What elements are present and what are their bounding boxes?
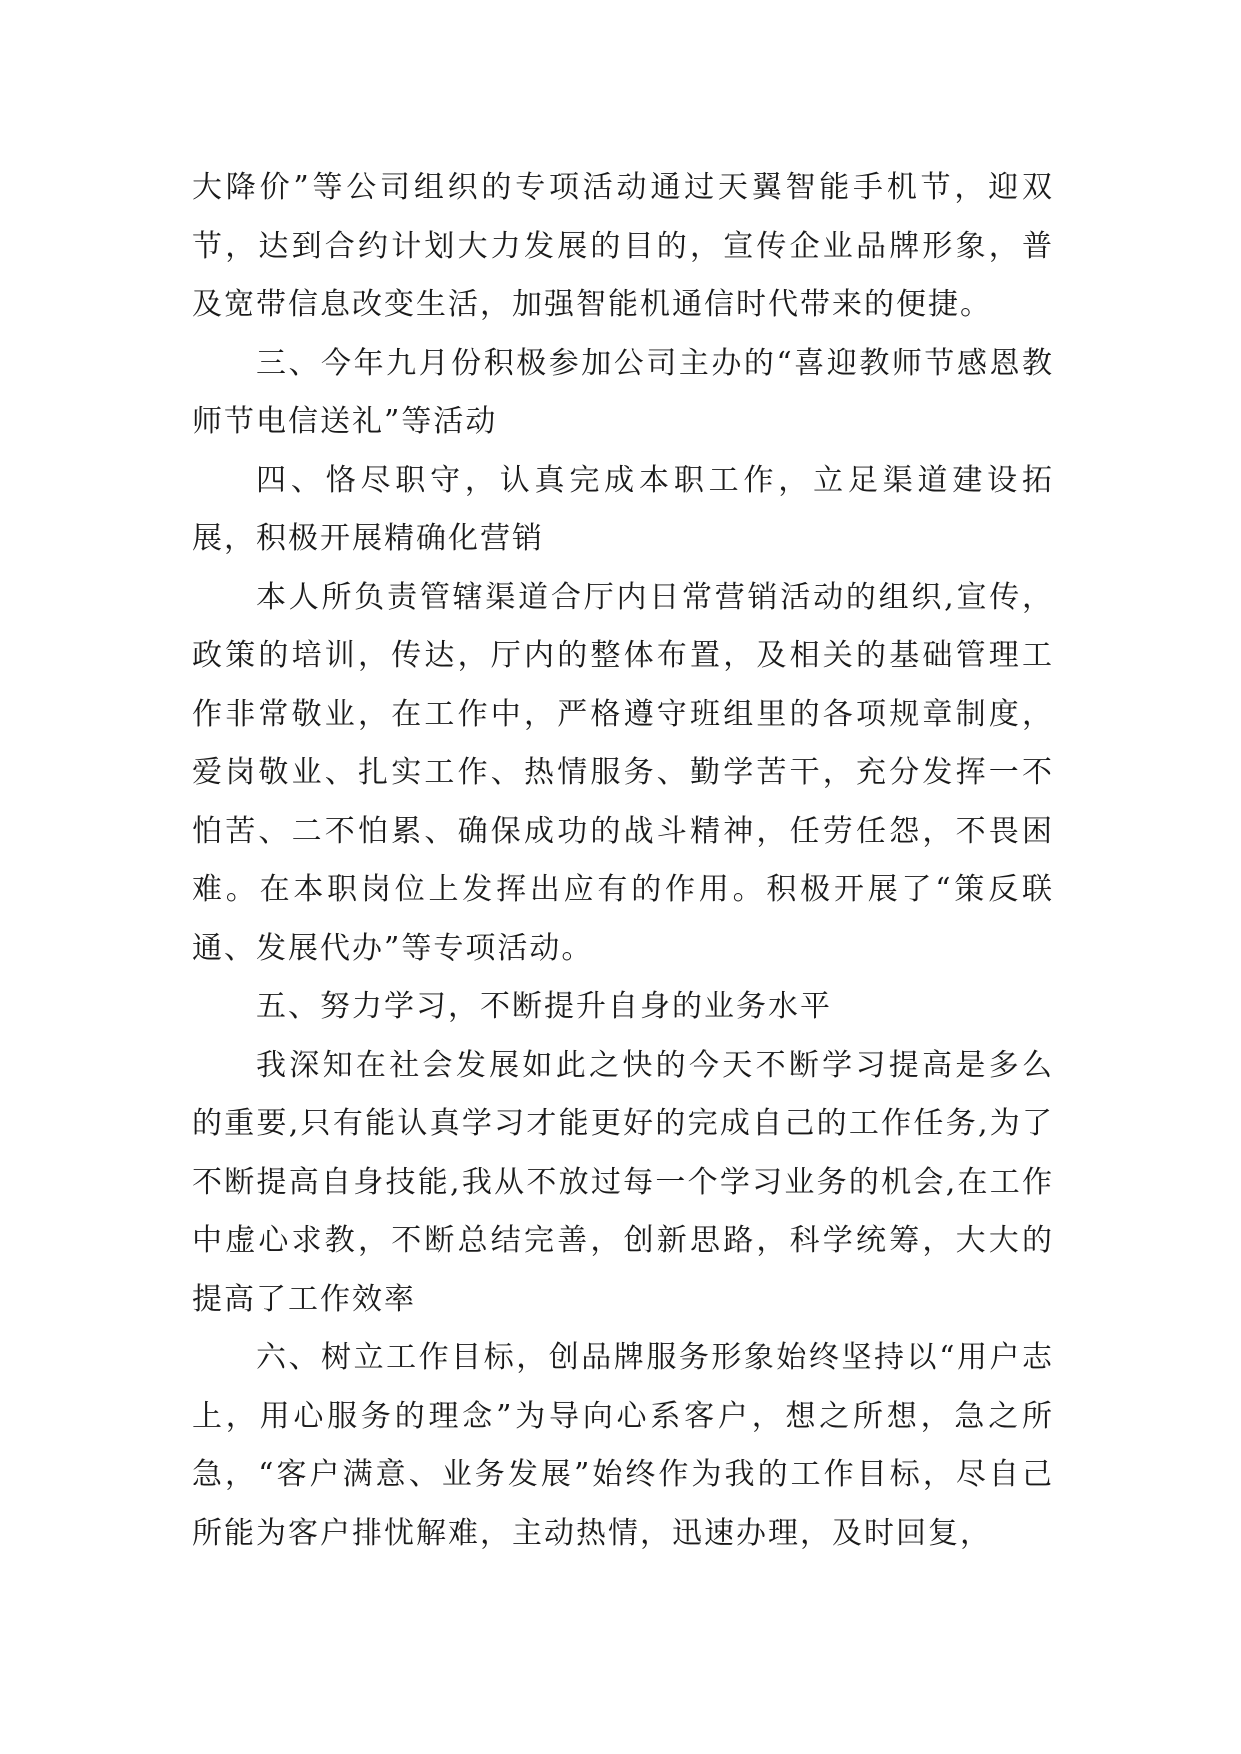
paragraph-body-4: 本人所负责管辖渠道合厅内日常营销活动的组织,宣传，政策的培训，传达，厅内的整体布置，及相关的基础管理工作非常敬业，在工作中，严格遵守班组里的各项规章制度，爱岗敬业、扎实工作、热情服务、勤学苦干，充分发挥一不怕苦、二不怕累、确保成功的战斗精神，任劳任怨，不畏困难。在本职岗位上发挥出应有的作用。积极开展了“策反联通、发展代办”等专项活动。 [192,579,1054,966]
document-body [192,159,1054,1563]
paragraph-heading-4: 四、恪尽职守，认真完成本职工作，立足渠道建设拓展，积极开展精确化营销 [192,462,1054,556]
paragraph-heading-6: 六、树立工作目标，创品牌服务形象始终坚持以“用户志上，用心服务的理念”为导向心系客户，想之所想，急之所急，“客户满意、业务发展”始终作为我的工作目标，尽自己所能为客户排忧解难，主动热情，迅速办理，及时回复， [192,1340,1054,1551]
paragraph-1: 大降价”等公司组织的专项活动通过天翼智能手机节，迎双节，达到合约计划大力发展的目的，宣传企业品牌形象，普及宽带信息改变生活，加强智能机通信时代带来的便捷。 [192,170,1054,322]
paragraph-heading-3: 三、今年九月份积极参加公司主办的“喜迎教师节感恩教师节电信送礼”等活动 [192,345,1054,439]
paragraph-body-5: 我深知在社会发展如此之快的今天不断学习提高是多么的重要,只有能认真学习才能更好的完成自己的工作任务,为了不断提高自身技能,我从不放过每一个学习业务的机会,在工作中虚心求教，不断总结完善，创新思路，科学统筹，大大的提高了工作效率 [192,1047,1054,1317]
paragraph-heading-5: 五、努力学习，不断提升自身的业务水平 [256,989,832,1024]
